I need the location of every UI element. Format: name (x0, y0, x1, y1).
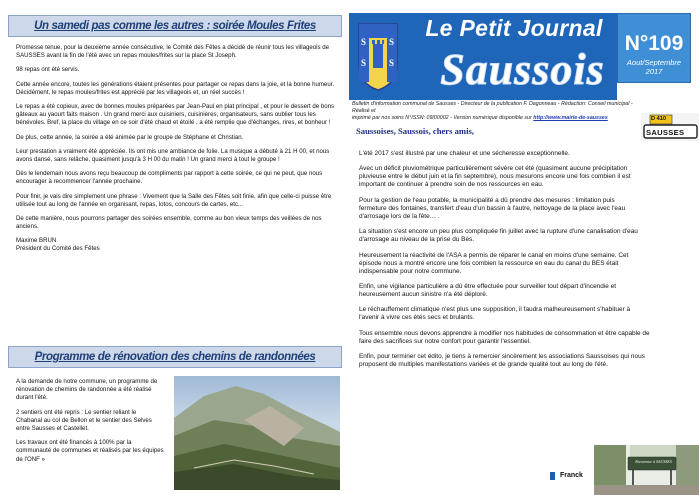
article-paragraph: Pour finir, je vais dire simplement une phrase : Vivement que la Salle des Fêtes soit finie, afin que celle-ci puisse être utilisée tout au long de l'année en organisant, repas, lotos, concours de cartes, etc... (16, 192, 332, 208)
signoff-marker-icon (550, 472, 555, 480)
town-crest-logo (357, 22, 399, 92)
article-paragraph: Le repas a été copieux, avec de bonnes moules préparées par Jean-Paul en plat principal , et pour le dessert de bons gâteaux au yaourt faits maison . Un grand merci aux cuisiniers, cuisinières, organisateurs, sans oublier tous les bénévoles. Bref, la place du village en ce soir d'été chaud et étoilé , a été remplie que d'échanges, rires, et bonheur ! (16, 103, 335, 127)
article-soiree-moules-frites (16, 44, 338, 253)
issue-year: 2017 (645, 67, 663, 76)
crest-letter: S (389, 37, 395, 47)
editorial-paragraph: Enfin, une vigilance particulière a dû être effectuée pour surveiller tout départ d'incendie et heureusement aucun sinistre n'a été déploré. (359, 282, 616, 298)
article-paragraph: Leur prestation a vraiment été appréciée. Ils ont mis une ambiance de folie. La musique a débuté à 21 H 00, et nous avons dansé, sans relâche, quasiment jusqu'à 3 H 00 du matin ! Un grand merci à tout le groupe ! (16, 147, 330, 163)
welcome-sign-text: Bienvenue à SAUSSES (635, 459, 672, 464)
article-paragraph: Promesse tenue, pour la deuxième année consécutive, le Comité des Fêtes a décidé de réunir tous les villageois de SAUSSES avant la fin de l'été avec un repas moules/frites sur la place St Joseph. (16, 44, 329, 60)
editorial-article (359, 150, 650, 377)
article-paragraph: 98 repas ont été servis. (16, 66, 80, 74)
journal-title: Le Petit Journal (425, 15, 603, 41)
road-sign-code: D 410 (651, 116, 666, 122)
signature-name: Maxime BRUN (16, 237, 57, 245)
credits-line-2 (352, 115, 642, 122)
town-name-title: Saussois (440, 45, 605, 94)
article-paragraph: Les travaux ont été financés à 100% par la communauté de communes et réalisés par les équipes de l'ONF » (16, 439, 164, 463)
credits-line-1: Bulletin d'information communal de Sausses - Directeur de la publication F. Dagonneau - Rédaction: Conseil municipal - Réalisé et (352, 101, 633, 115)
issue-number: N°109 (624, 32, 684, 55)
crest-letter: S (361, 37, 367, 47)
editorial-signoff: Franck (560, 472, 583, 479)
editorial-paragraph: La situation s'est encore un peu plus compliquée fin juillet avec la rupture d'une canalisation d'eau d'arrosage au niveau de la prise du Bès. (359, 228, 638, 244)
article-paragraph: De cette manière, nous pourrons partager des soirées ensemble, comme au bon vieux temps des veillées de nos anciens. (16, 214, 322, 230)
website-link[interactable]: http://www.mairie-de-sausses (533, 115, 608, 122)
article-paragraph: 2 sentiers ont été repris : Le sentier reliant le Chabanal au col de Bellon et le sentier des Selves entre Sausses et Castellet. (16, 408, 152, 433)
article-paragraph: De plus, cette année, la soirée a été animée par le groupe de Stéphane et Christian. (16, 133, 244, 141)
editorial-paragraph: Enfin, pour terminer cet édito, je tiens à remercier sincèrement les associations Saussoises qui nous proposent de multiples manifestations variées et de grande qualité tout au long de l'été. (359, 353, 645, 369)
road-sign-town: SAUSSES (646, 128, 685, 137)
editorial-paragraph: Tous ensemble nous devons apprendre à modifier nos habitudes de consommation et être capable de faire des sacrifices sur notre confort pour garantir l'essentiel. (359, 329, 650, 345)
article-paragraph: Cette année encore, toutes les générations étaient présentes pour partager ce repas dans la joie, et la bonne humeur. Décidément, le repas moules/frites est apprécié par les villageois et, un réel succès ! (16, 80, 335, 96)
article-chemins-randonnees (16, 378, 164, 470)
editorial-greeting: Saussoises, Saussois, chers amis, (356, 126, 474, 136)
article-title-chemins-randonnees: Programme de rénovation des chemins de randonnées (8, 346, 342, 368)
mountain-trail-photo (174, 376, 340, 490)
publication-credits (352, 101, 642, 123)
signature-role: Président du Comité des Fêtes (16, 245, 100, 253)
editorial-paragraph: Pour la gestion de l'eau potable, la municipalité a dû prendre des mesures : limitation puis fermeture des fontaines, transfert d'eau d'un bassin à l'autre, nettoyage de la place avec l'eau d'arrosage lors de la fête… . (359, 196, 626, 220)
editorial-paragraph: Le réchauffement climatique n'est plus une supposition, il faudra malheureusement s'habituer à l'avenir à vivre ces étés secs et brulants. (359, 306, 631, 322)
article-title-soiree-moules-frites: Un samedi pas comme les autres : soirée Moules Frites (8, 15, 342, 37)
issue-period: Aout/Septembre (626, 58, 682, 67)
article-paragraph: A la demande de notre commune, un programme de rénovation de chemins de randonnée a été réalisé durant l'été. (16, 378, 158, 402)
article-paragraph: Dès le lendemain nous avons reçu beaucoup de compliments par rapport à cette soirée, ce qui ne peut, que nous encourager à recommencer l'année prochaine. (16, 170, 323, 186)
crest-shield-icon (357, 22, 399, 92)
crest-letter: S (361, 58, 367, 68)
editorial-paragraph: Avec un déficit pluviométrique particulièrement sévère cet été (quasiment aucune précipitation pluvieuse entre le début juin et la fin septembre), nous mesurons encore une fois combien il est important de continuer à prendre soin de nos ressources en eau. (359, 165, 631, 189)
editorial-paragraph: Heureusement la réactivité de l'ASA a permis de réparer le canal en moins d'une semaine. Cet épisode nous a montré encore une fois combien la ressource en eau du canal du BES était indispensable pour notre commune. (359, 251, 629, 275)
credits-line-2-text: imprimé par nos soins N°ISSN: 09/00002 - Version numérique disponible sur (352, 115, 532, 122)
editorial-paragraph: L'été 2017 s'est illustré par une chaleur et une sécheresse exceptionnelle. (359, 150, 570, 157)
issue-date (617, 58, 691, 76)
welcome-sign-illustration (594, 445, 699, 495)
mountain-illustration (174, 376, 340, 490)
welcome-sign-photo (594, 445, 699, 495)
crest-letter: S (389, 58, 395, 68)
